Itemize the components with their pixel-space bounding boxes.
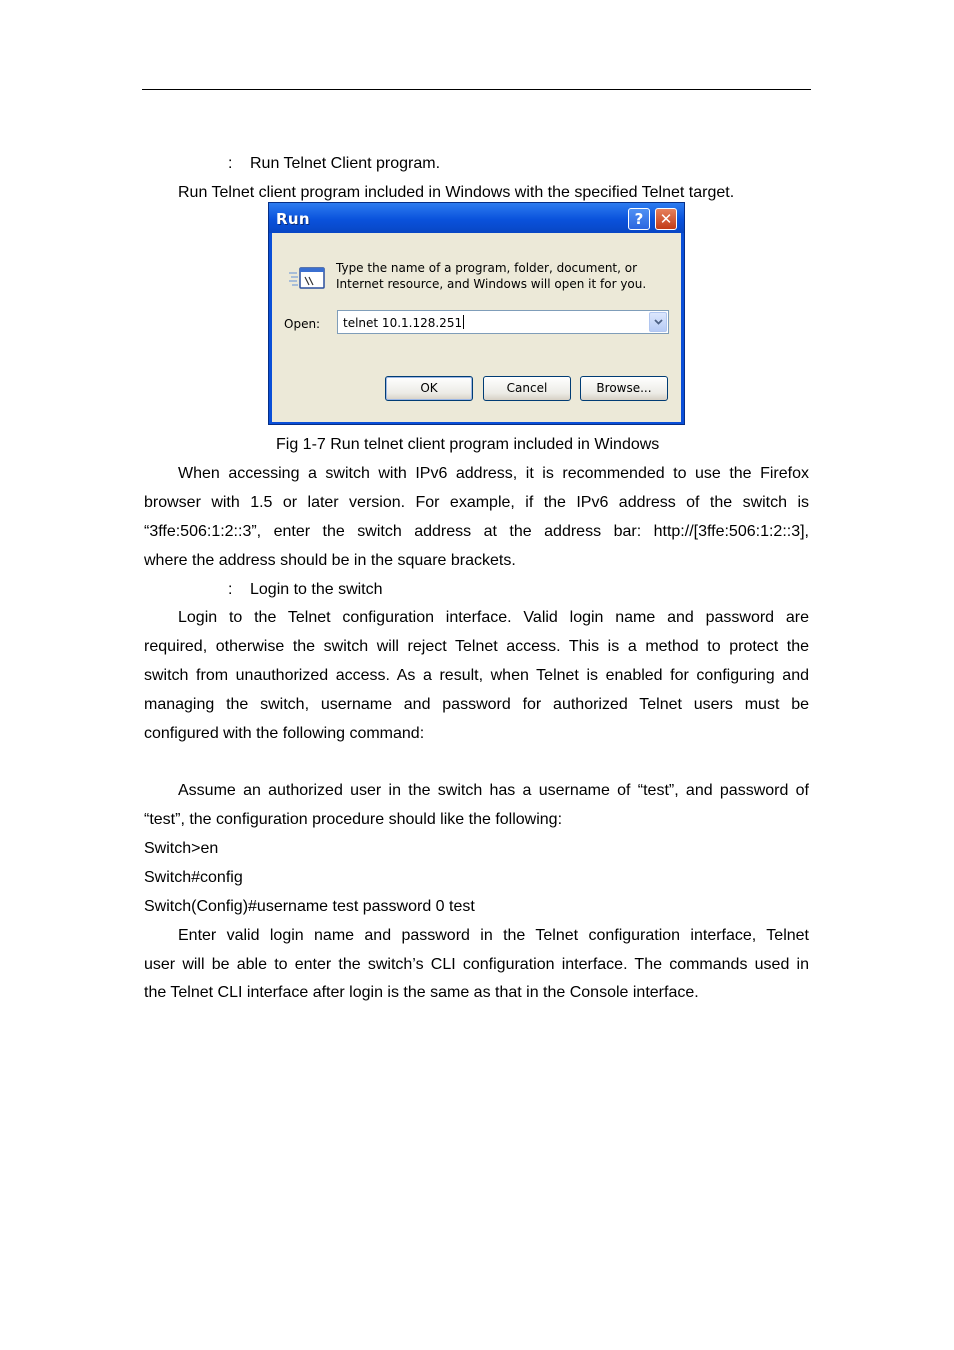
ok-button[interactable]: OK xyxy=(385,376,473,401)
cancel-button[interactable]: Cancel xyxy=(483,376,571,401)
dialog-title: Run xyxy=(276,210,310,228)
login-paragraph-line: configured with the following command: xyxy=(144,725,425,742)
prompt-line-1: Type the name of a program, folder, document, or xyxy=(336,261,638,275)
step2-colon: : xyxy=(228,581,233,598)
step1-description: Run Telnet client program included in Windows with the specified Telnet target. xyxy=(178,184,735,201)
open-combobox[interactable] xyxy=(337,310,669,334)
chevron-down-icon xyxy=(654,319,663,325)
figure-caption: Fig 1-7 Run telnet client program included in Windows xyxy=(276,436,660,453)
open-label: Open: xyxy=(284,317,321,331)
dialog-body xyxy=(272,233,681,422)
enter-paragraph-line: Enter valid login name and password in the Telnet configuration interface, Telnet xyxy=(178,927,809,944)
login-paragraph-line: Login to the Telnet configuration interface. Valid login name and password are xyxy=(178,609,809,626)
command-line: Switch#config xyxy=(144,869,243,886)
open-input[interactable] xyxy=(343,315,464,330)
combo-dropdown-button[interactable] xyxy=(649,312,667,332)
header-rule xyxy=(142,89,811,90)
text-caret xyxy=(463,315,464,329)
dialog-prompt xyxy=(336,260,646,292)
run-program-icon xyxy=(288,265,326,291)
command-line: Switch(Config)#username test password 0 test xyxy=(144,898,475,915)
ipv6-paragraph-line: browser with 1.5 or later version. For example, if the IPv6 address of the switch is xyxy=(144,494,809,511)
open-input-value: telnet 10.1.128.251 xyxy=(343,316,463,330)
browse-button[interactable]: Browse... xyxy=(580,376,668,401)
prompt-line-2: Internet resource, and Windows will open it for you. xyxy=(336,277,647,291)
step1-colon: : xyxy=(228,155,233,172)
ipv6-paragraph-line: When accessing a switch with IPv6 address, it is recommended to use the Firefox xyxy=(178,465,809,482)
login-paragraph-line: switch from unauthorized access. As a result, when Telnet is enabled for configuring and xyxy=(144,667,809,684)
enter-paragraph-line: user will be able to enter the switch’s CLI configuration interface. The commands used in xyxy=(144,956,809,973)
dialog-title-bar xyxy=(269,203,684,233)
enter-paragraph-line: the Telnet CLI interface after login is the same as that in the Console interface. xyxy=(144,984,699,1001)
login-paragraph-line: required, otherwise the switch will reject Telnet access. This is a method to protect the xyxy=(144,638,809,655)
step1-title: Run Telnet Client program. xyxy=(250,155,441,172)
assume-paragraph-line: Assume an authorized user in the switch has a username of “test”, and password of xyxy=(178,782,809,799)
help-icon: ? xyxy=(634,210,644,228)
command-line: Switch>en xyxy=(144,840,219,857)
close-icon: ✕ xyxy=(659,210,673,228)
help-button[interactable] xyxy=(628,208,650,230)
ipv6-paragraph-line: “3ffe:506:1:2::3”, enter the switch address at the address bar: http://[3ffe:506:1:2::3], xyxy=(144,523,809,540)
step2-title: Login to the switch xyxy=(250,581,383,598)
assume-paragraph-line: “test”, the configuration procedure should like the following: xyxy=(144,811,563,828)
run-dialog xyxy=(268,202,685,425)
close-button[interactable] xyxy=(655,208,677,230)
ipv6-paragraph-line: where the address should be in the square brackets. xyxy=(144,552,516,569)
login-paragraph-line: managing the switch, username and password for authorized Telnet users must be xyxy=(144,696,809,713)
